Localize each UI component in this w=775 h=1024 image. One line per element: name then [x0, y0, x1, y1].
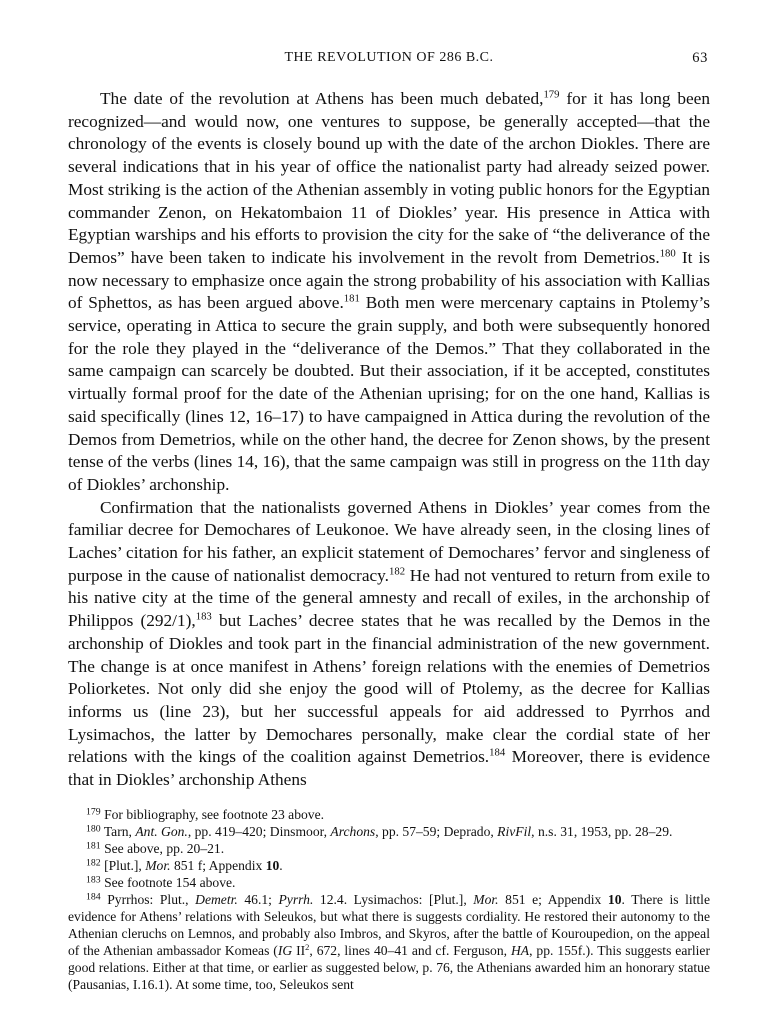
footnote-number: 182: [86, 857, 101, 869]
italic-text: IG: [277, 942, 293, 958]
text-run: For bibliography, see footnote 23 above.: [100, 806, 325, 822]
text-run: He had not ventured to return from exile to his native city at the time of the general amnesty and recall of exiles, in the archonship of Philippos (292/1),: [68, 565, 710, 631]
text-run: .: [279, 857, 283, 873]
reference-number: 183: [195, 610, 212, 623]
footnote: [68, 857, 710, 874]
text-run: , 672, lines 40–41 and cf. Ferguson,: [309, 942, 511, 958]
bold-text: 10: [265, 857, 280, 873]
text-run: , n.s. 31, 1953, pp. 28–29.: [531, 823, 673, 839]
text-run: , pp. 419–420; Dinsmoor,: [187, 823, 331, 839]
reference-number: 182: [389, 565, 406, 578]
text-run: See above, pp. 20–21.: [100, 840, 225, 856]
text-run: See footnote 154 above.: [100, 874, 236, 890]
italic-text: RivFil: [497, 823, 532, 839]
footnote-number: 183: [86, 874, 101, 886]
footnote-number: 181: [86, 840, 101, 852]
reference-number: 181: [343, 292, 360, 305]
text-run: but Laches’ decree states that he was recalled by the Demos in the archonship of Diokles and took part in the financial administration of the new government. The change is at once manifest in Athens’ foreign relations with the enemies of Demetrios Poliorketes. Not only did she enjoy the good will of Ptolemy, as the decree for Kallias informs us (line 23), but her successful appeals for aid addressed to Pyrrhos and Lysimachos, the latter by Demochares personally, make clear the cordial state of her relations with the kings of the coalition against Demetrios.: [68, 611, 710, 767]
text-run: It is now necessary to emphasize once again the strong probability of his association with Kallias of Sphettos, as has been argued above.: [68, 247, 711, 313]
footnote-number: 180: [86, 823, 101, 835]
footnote: [68, 874, 710, 891]
text-run: The date of the revolution at Athens has been much debated,: [100, 89, 544, 108]
running-title: THE REVOLUTION OF 286 B.C.: [284, 50, 494, 65]
text-run: , pp. 57–59; Deprado,: [375, 823, 498, 839]
body-paragraph: [68, 88, 710, 497]
body-text: [68, 88, 710, 792]
italic-text: Pyrrh.: [278, 891, 314, 907]
text-run: . There is little evidence for Athens’ relations with Seleukos, but what there is suggests cordiality. He restored their autonomy to the Athenian cleruchs on Lemnos, and probably also Imbros, and Skyros, after the battle of Kouroupedion, on the appeal of the Athenian ambassador Komeas (: [68, 891, 710, 958]
italic-text: Archons: [330, 823, 376, 839]
footnote: [68, 823, 710, 840]
text-run: 851 f; Appendix: [170, 857, 266, 873]
book-page: [68, 50, 710, 993]
footnotes: [68, 806, 710, 993]
footnote-number: 184: [86, 891, 101, 903]
running-head: [68, 50, 710, 72]
text-run: for it has long been recognized—and would now, one ventures to suppose, be generally accepted—that the chronology of the events is closely bound up with the date of the archon Diokles. There are several indications that in his year of office the nationalist party had already seized power. Most striking is the action of the Athenian assembly in voting public honors for the Egyptian commander Zenon, on Hekatombaion 11 of Diokles’ year. His presence in Attica with Egyptian warships and his efforts to provision the city for the sake of “the deliverance of the Demos” have been taken to indicate his involvement in the revolt from Demetrios.: [68, 89, 710, 267]
footnote: [68, 840, 710, 857]
text-run: II: [292, 942, 306, 958]
reference-number: 180: [659, 247, 676, 260]
reference-number: 179: [543, 88, 560, 101]
italic-text: HA: [510, 942, 530, 958]
reference-number: 184: [489, 746, 506, 759]
text-run: [Plut.],: [100, 857, 146, 873]
text-run: 851 e; Appendix: [498, 891, 608, 907]
italic-text: Mor.: [145, 857, 171, 873]
bold-text: 10: [607, 891, 622, 907]
body-paragraph: [68, 497, 710, 792]
text-run: Both men were mercenary captains in Ptolemy’s service, operating in Attica to secure the grain supply, and both were subsequently honored for the role they played in the “deliverance of the Demos.” That they collaborated in the same campaign can scarcely be doubted. But their association, if it be accepted, constitutes virtually formal proof for the date of the Athenian uprising; for on the one hand, Kallias is said specifically (lines 12, 16–17) to have campaigned in Attica during the revolution of the Demos from Demetrios, while on the other hand, the decree for Zenon shows, by the present tense of the verbs (lines 14, 16), that the same campaign was still in progress on the 11th day of Diokles’ archonship.: [68, 293, 710, 494]
text-run: Moreover, there is evidence that in Diokles’ archonship Athens: [68, 747, 710, 790]
italic-text: Mor.: [473, 891, 499, 907]
text-run: Pyrrhos: Plut.,: [100, 891, 196, 907]
italic-text: Ant. Gon.: [135, 823, 188, 839]
italic-text: Demetr.: [195, 891, 238, 907]
page-number: 63: [692, 50, 708, 66]
text-run: 12.4. Lysimachos: [Plut.],: [313, 891, 474, 907]
text-run: Tarn,: [100, 823, 136, 839]
text-run: 46.1;: [237, 891, 279, 907]
footnote-number: 179: [86, 806, 101, 818]
reference-number: 2: [305, 941, 310, 952]
text-run: Confirmation that the nationalists governed Athens in Diokles’ year comes from the familiar decree for Demochares of Leukonoe. We have already seen, in the closing lines of Laches’ citation for his father, an explicit statement of Demochares’ fervor and singleness of purpose in the cause of nationalist democracy.: [68, 497, 710, 585]
footnote: [68, 891, 710, 993]
footnote: [68, 806, 710, 823]
text-run: , pp. 155f.). This suggests earlier good relations. Either at that time, or earlier as suggested below, p. 76, the Athenians awarded him an honorary statue (Pausanias, I.16.1). At some time, too, Seleukos sent: [68, 942, 710, 992]
